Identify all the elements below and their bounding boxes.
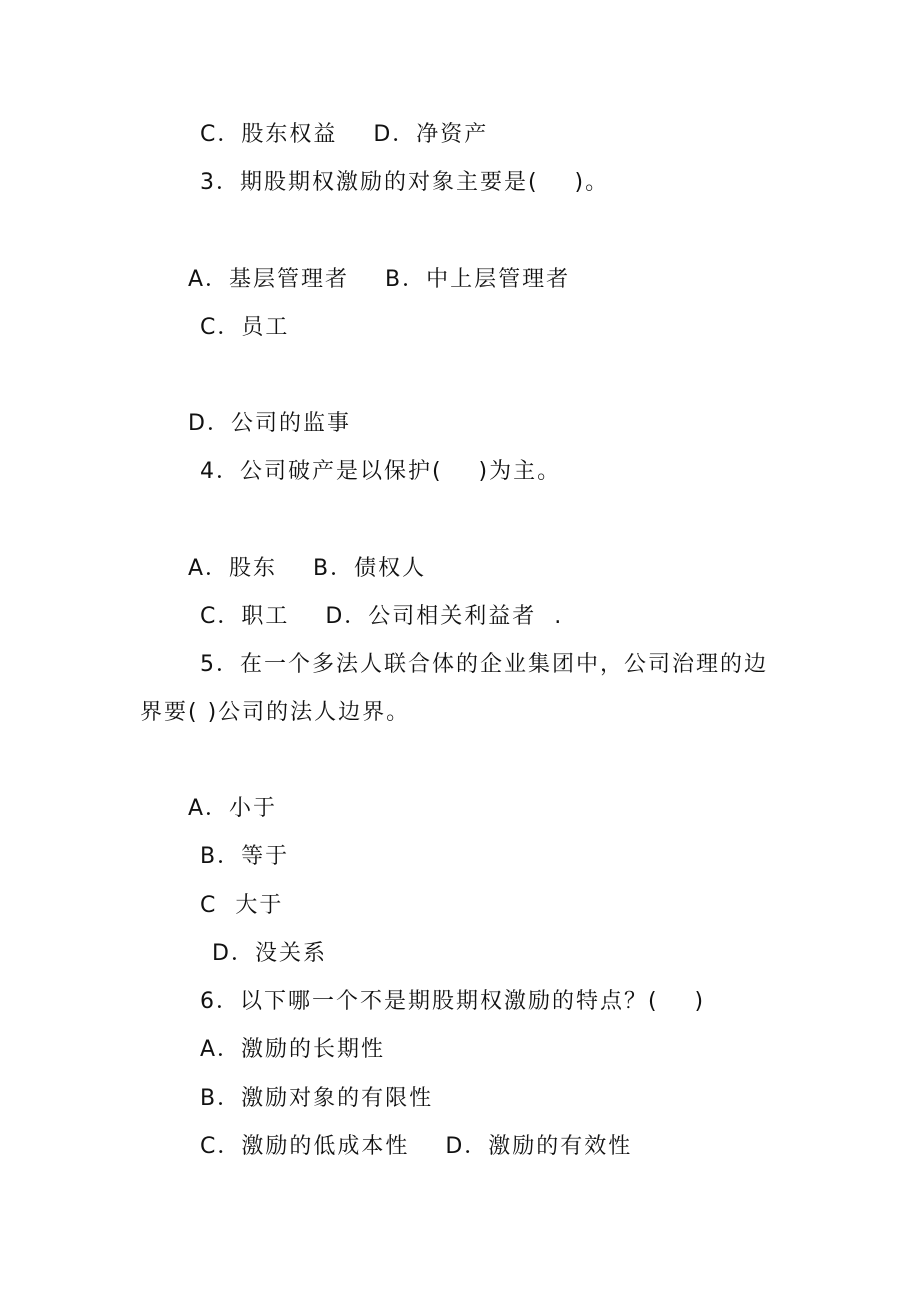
q5-option-b: B．等于 — [200, 844, 290, 869]
q6-question: 6．以下哪一个不是期股期权激励的特点？( ) — [200, 989, 706, 1014]
q3-options-a-b: A．基层管理者 B．中上层管理者 — [188, 267, 571, 292]
q4-question: 4．公司破产是以保护( )为主。 — [200, 459, 562, 484]
q5-question-line1: 5．在一个多法人联合体的企业集团中，公司治理的边 — [200, 652, 768, 677]
q2-options-c-d: C．股东权益 D．净资产 — [200, 122, 489, 147]
q3-question: 3．期股期权激励的对象主要是( )。 — [200, 170, 610, 195]
q6-options-c-d: C．激励的低成本性 D．激励的有效性 — [200, 1134, 633, 1159]
q5-option-d: D．没关系 — [212, 941, 327, 966]
q5-option-a: A．小于 — [188, 796, 278, 821]
q6-option-b: B．激励对象的有限性 — [200, 1086, 434, 1111]
q5-question-line2: 界要( )公司的法人边界。 — [140, 700, 411, 725]
q6-option-a: A．激励的长期性 — [200, 1037, 386, 1062]
q4-options-c-d: C．职工 D．公司相关利益者 . — [200, 604, 564, 629]
q3-option-c: C．员工 — [200, 315, 290, 340]
q4-options-a-b: A．股东 B．债权人 — [188, 556, 427, 581]
q5-option-c: C 大于 — [200, 893, 284, 918]
q3-option-d: D．公司的监事 — [188, 411, 351, 436]
